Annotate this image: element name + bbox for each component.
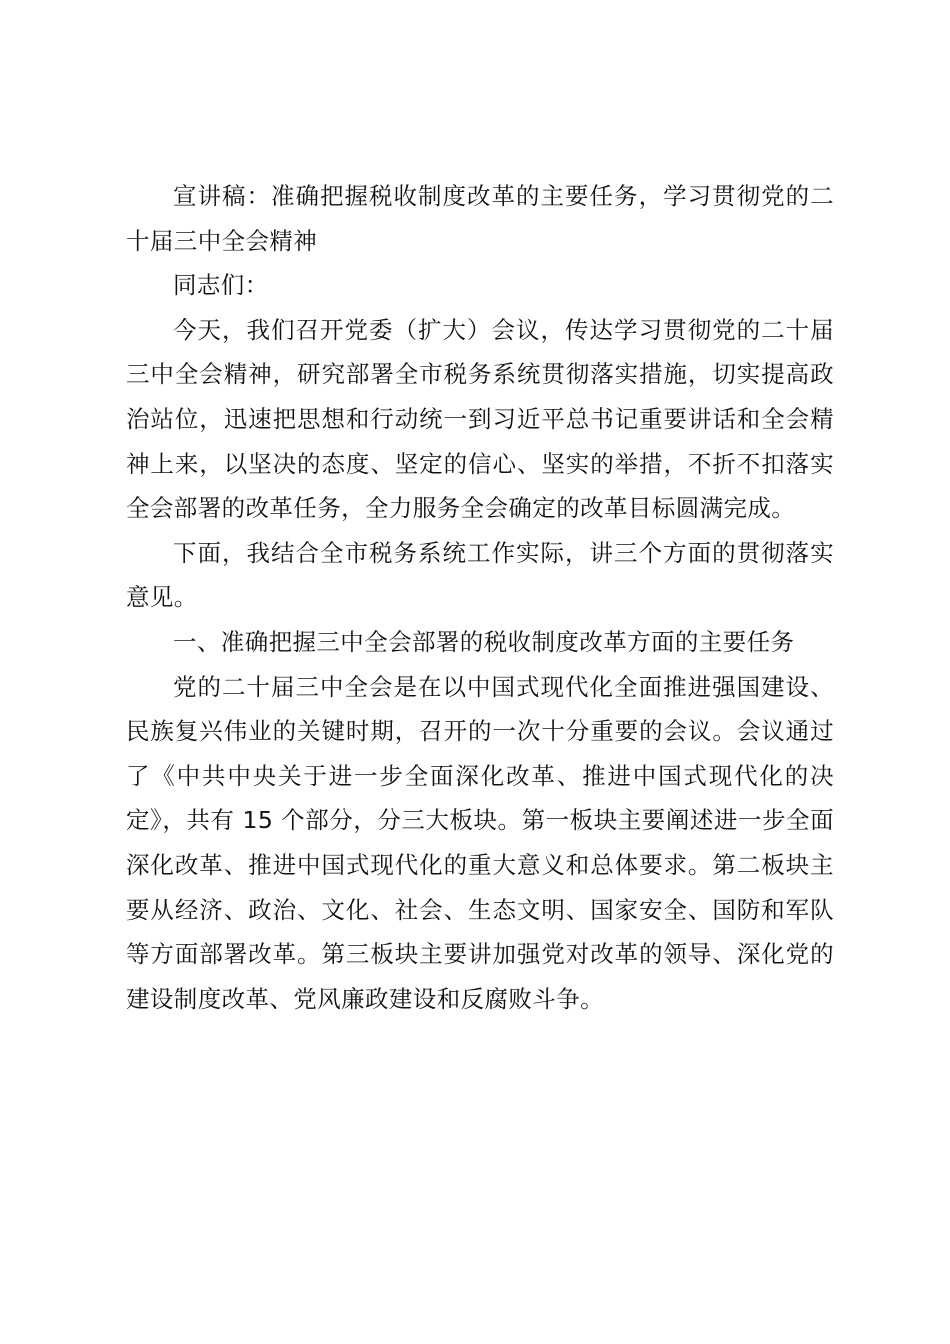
body-paragraph-opening: 今天，我们召开党委（扩大）会议，传达学习贯彻党的二十届三中全会精神，研究部署全市税务系统贯彻落实措施，切实提高政治站位，迅速把思想和行动统一到习近平总书记重要讲话和全会精神上来，以坚决的态度、坚定的信心、坚实的举措，不折不扣落实全会部署的改革任务，全力服务全会确定的改革目标圆满完成。 bbox=[126, 315, 834, 523]
salutation: 同志们： bbox=[173, 271, 269, 300]
body-paragraph-outline: 下面，我结合全市税务系统工作实际，讲三个方面的贯彻落实意见。 bbox=[126, 538, 834, 612]
document-title: 宣讲稿：准确把握税收制度改革的主要任务，学习贯彻党的二十届三中全会精神 bbox=[126, 182, 834, 255]
section-heading-1: 一、准确把握三中全会部署的税收制度改革方面的主要任务 bbox=[173, 627, 795, 656]
document-body bbox=[126, 174, 834, 1021]
section-1-paragraph: 党的二十届三中全会是在以中国式现代化全面推进强国建设、民族复兴伟业的关键时期，召开的一次十分重要的会议。会议通过了《中共中央关于进一步全面深化改革、推进中国式现代化的决定》，共有 15 个部分，分三大板块。第一板块主要阐述进一步全面深化改革、推进中国式现代化的重大意义和总体要求。第二板块主要从经济、政治、文化、社会、生态文明、国家安全、国防和军队等方面部署改革。第三板块主要讲加强党对改革的领导、深化党的建设制度改革、党风廉政建设和反腐败斗争。 bbox=[126, 672, 834, 1013]
